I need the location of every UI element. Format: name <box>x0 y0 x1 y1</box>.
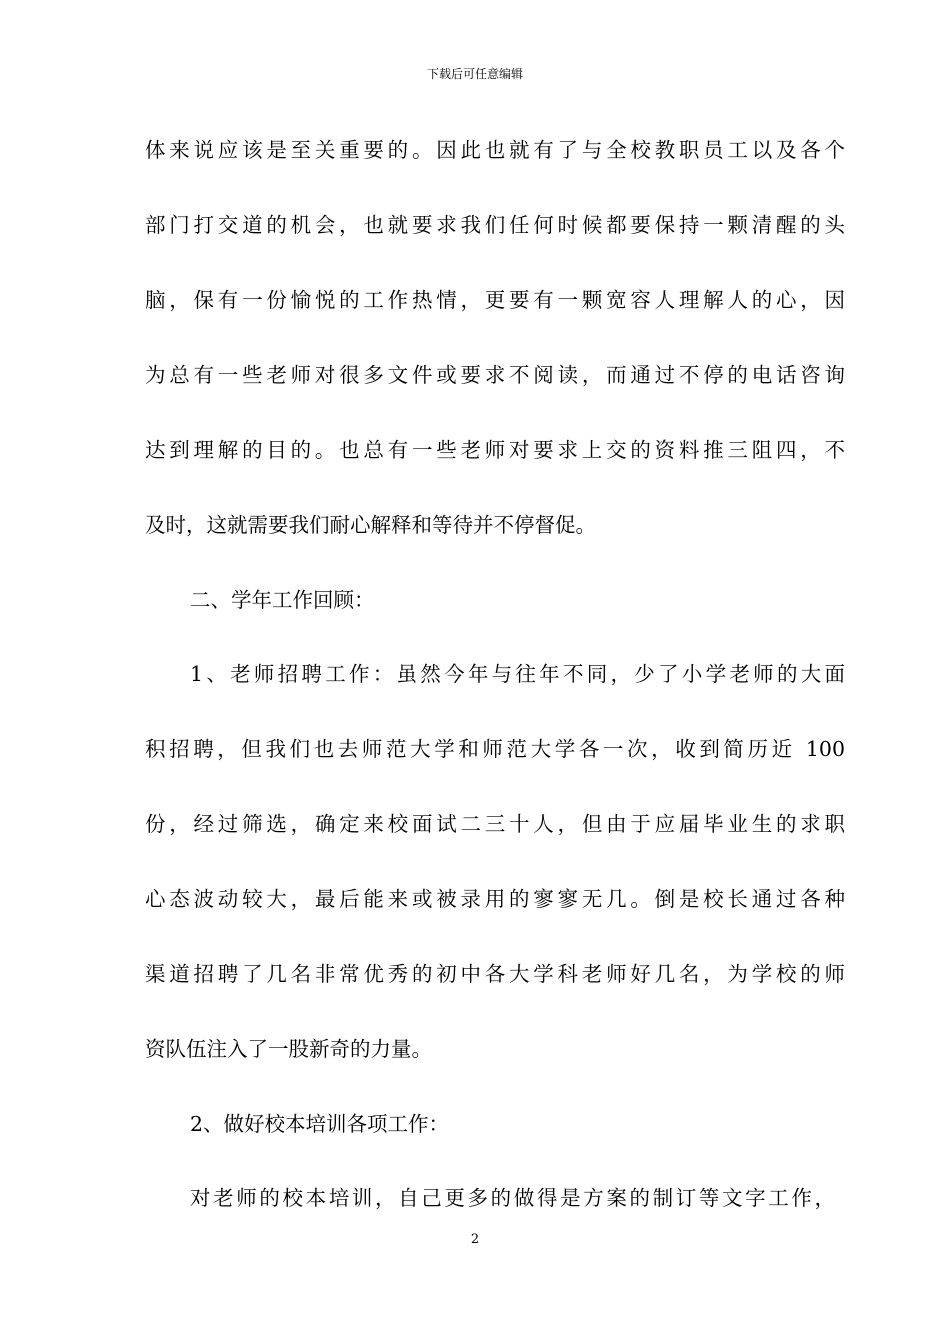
section-heading: 2、做好校本培训各项工作： <box>190 1112 450 1136</box>
page-header-note: 下载后可任意编辑 <box>426 67 523 81</box>
section-heading: 二、学年工作回顾： <box>190 588 375 612</box>
text-line: 积招聘，但我们也去师范大学和师范大学各一次，收到简历近 100 <box>145 737 845 761</box>
text-line: 达到理解的目的。也总有一些老师对要求上交的资料推三阻四，不 <box>145 438 845 462</box>
text-line: 资队伍注入了一股新奇的力量。 <box>145 1037 432 1061</box>
text-line: 体来说应该是至关重要的。因此也就有了与全校教职员工以及各个 <box>145 138 845 162</box>
page-number: 2 <box>470 1232 480 1247</box>
text-line: 份，经过筛选，确定来校面试二三十人，但由于应届毕业生的求职 <box>145 812 845 836</box>
text-line: 及时，这就需要我们耐心解释和等待并不停督促。 <box>145 513 596 537</box>
text-line: 为总有一些老师对很多文件或要求不阅读，而通过不停的电话咨询 <box>145 363 845 387</box>
text-line: 对老师的校本培训，自己更多的做得是方案的制订等文字工作， <box>190 1186 835 1210</box>
text-line: 1、老师招聘工作：虽然今年与往年不同，少了小学老师的大面 <box>190 662 845 686</box>
text-line: 心态波动较大，最后能来或被录用的寥寥无几。倒是校长通过各种 <box>145 887 845 911</box>
text-line: 脑，保有一份愉悦的工作热情，更要有一颗宽容人理解人的心，因 <box>145 288 845 312</box>
text-line: 渠道招聘了几名非常优秀的初中各大学科老师好几名，为学校的师 <box>145 962 845 986</box>
text-line: 部门打交道的机会，也就要求我们任何时候都要保持一颗清醒的头 <box>145 213 845 237</box>
